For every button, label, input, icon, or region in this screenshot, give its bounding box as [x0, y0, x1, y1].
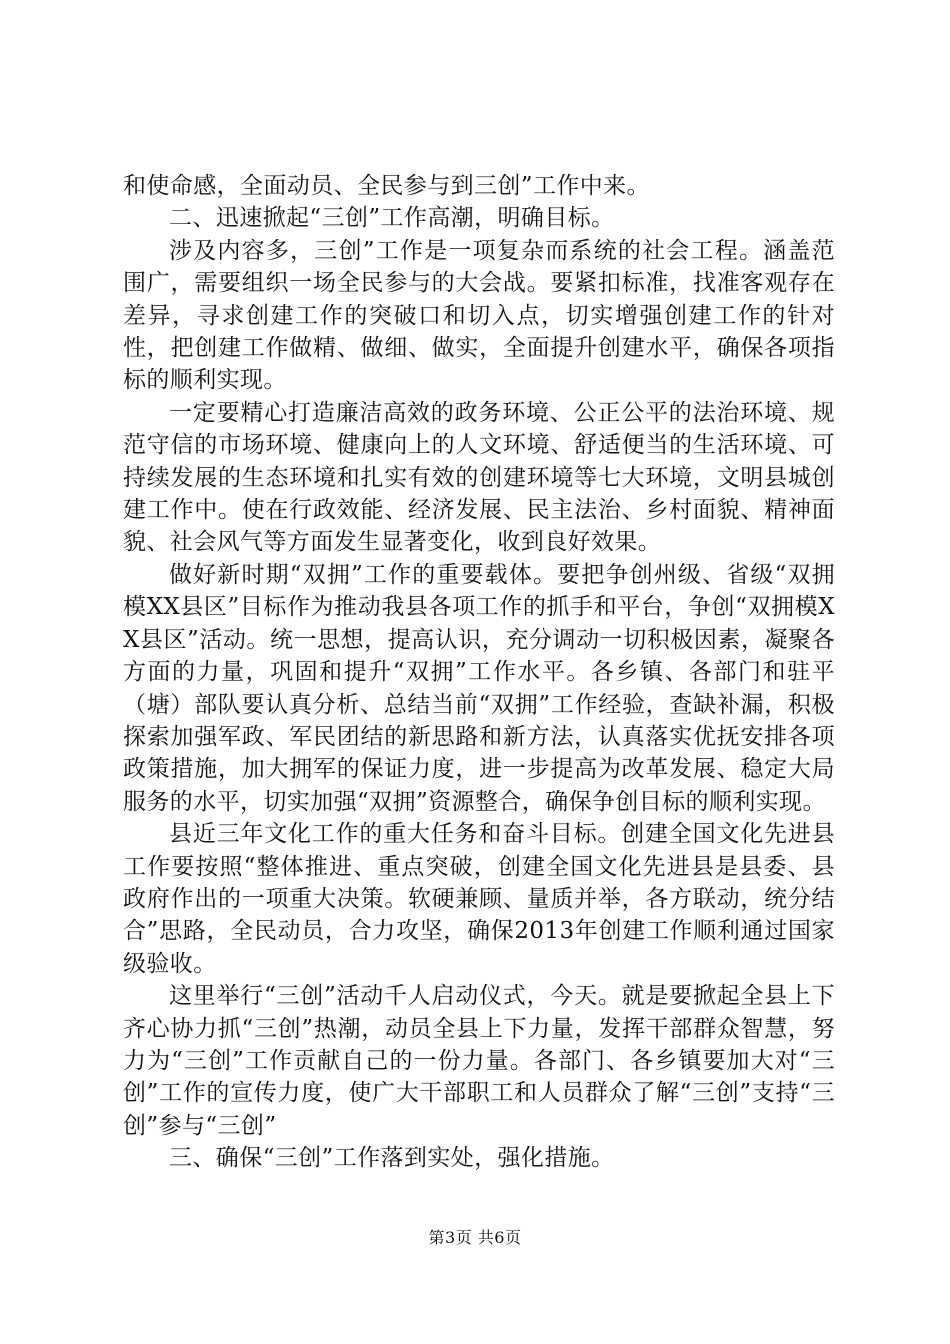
paragraph: 做好新时期“双拥”工作的重要载体。要把争创州级、省级“双拥模XX县区”目标作为推动我县各项工作的抓手和平台，争创“双拥模XX县区”活动。统一思想，提高认识，充分调动一切积极因素，凝聚各方面的力量，巩固和提升“双拥”工作水平。各乡镇、各部门和驻平（塘）部队要认真分析、总结当前“双拥”工作经验，查缺补漏，积极探索加强军政、军民团结的新思路和新方法，认真落实优抚安排各项政策措施，加大拥军的保证力度，进一步提高为改革发展、稳定大局服务的水平，切实加强“双拥”资源整合，确保争创目标的顺利实现。 [123, 561, 835, 815]
paragraph: 涉及内容多，三创”工作是一项复杂而系统的社会工程。涵盖范围广，需要组织一场全民参与的大会战。要紧扣标准，找准客观存在差异，寻求创建工作的突破口和切入点，切实增强创建工作的针对性，把创建工作做精、做细、做实，全面提升创建水平，确保各项指标的顺利实现。 [123, 237, 835, 394]
paragraph: 一定要精心打造廉洁高效的政务环境、公正公平的法治环境、规范守信的市场环境、健康向上的人文环境、舒适便当的生活环境、可持续发展的生态环境和扎实有效的创建环境等七大环境，文明县城创建工作中。使在行政效能、经济发展、民主法治、乡村面貌、精神面貌、社会风气等方面发生显著变化，收到良好效果。 [123, 399, 835, 556]
page-number-footer: 第3页 共6页 [428, 1228, 522, 1247]
document-body [123, 170, 835, 1175]
paragraph: 县近三年文化工作的重大任务和奋斗目标。创建全国文化先进县工作要按照“整体推进、重点突破，创建全国文化先进县是县委、县政府作出的一项重大决策。软硬兼顾、量质并举，各方联动，统分结合”思路，全民动员，合力攻坚，确保2013年创建工作顺利通过国家级验收。 [123, 821, 835, 977]
paragraph-continuation: 和使命感，全面动员、全民参与到三创”工作中来。 [123, 173, 650, 199]
section-heading-3: 三、确保“三创”工作落到实处，强化措施。 [169, 1145, 615, 1172]
paragraph: 这里举行“三创”活动千人启动仪式，今天。就是要掀起全县上下齐心协力抓“三创”热潮，动员全县上下力量，发挥干部群众智慧，努力为“三创”工作贡献自己的一份力量。各部门、各乡镇要加大对“三创”工作的宣传力度，使广大干部职工和人员群众了解“三创”支持“三创”参与“三创” [123, 983, 835, 1139]
section-heading-2: 二、迅速掀起“三创”工作高潮，明确目标。 [169, 205, 615, 232]
